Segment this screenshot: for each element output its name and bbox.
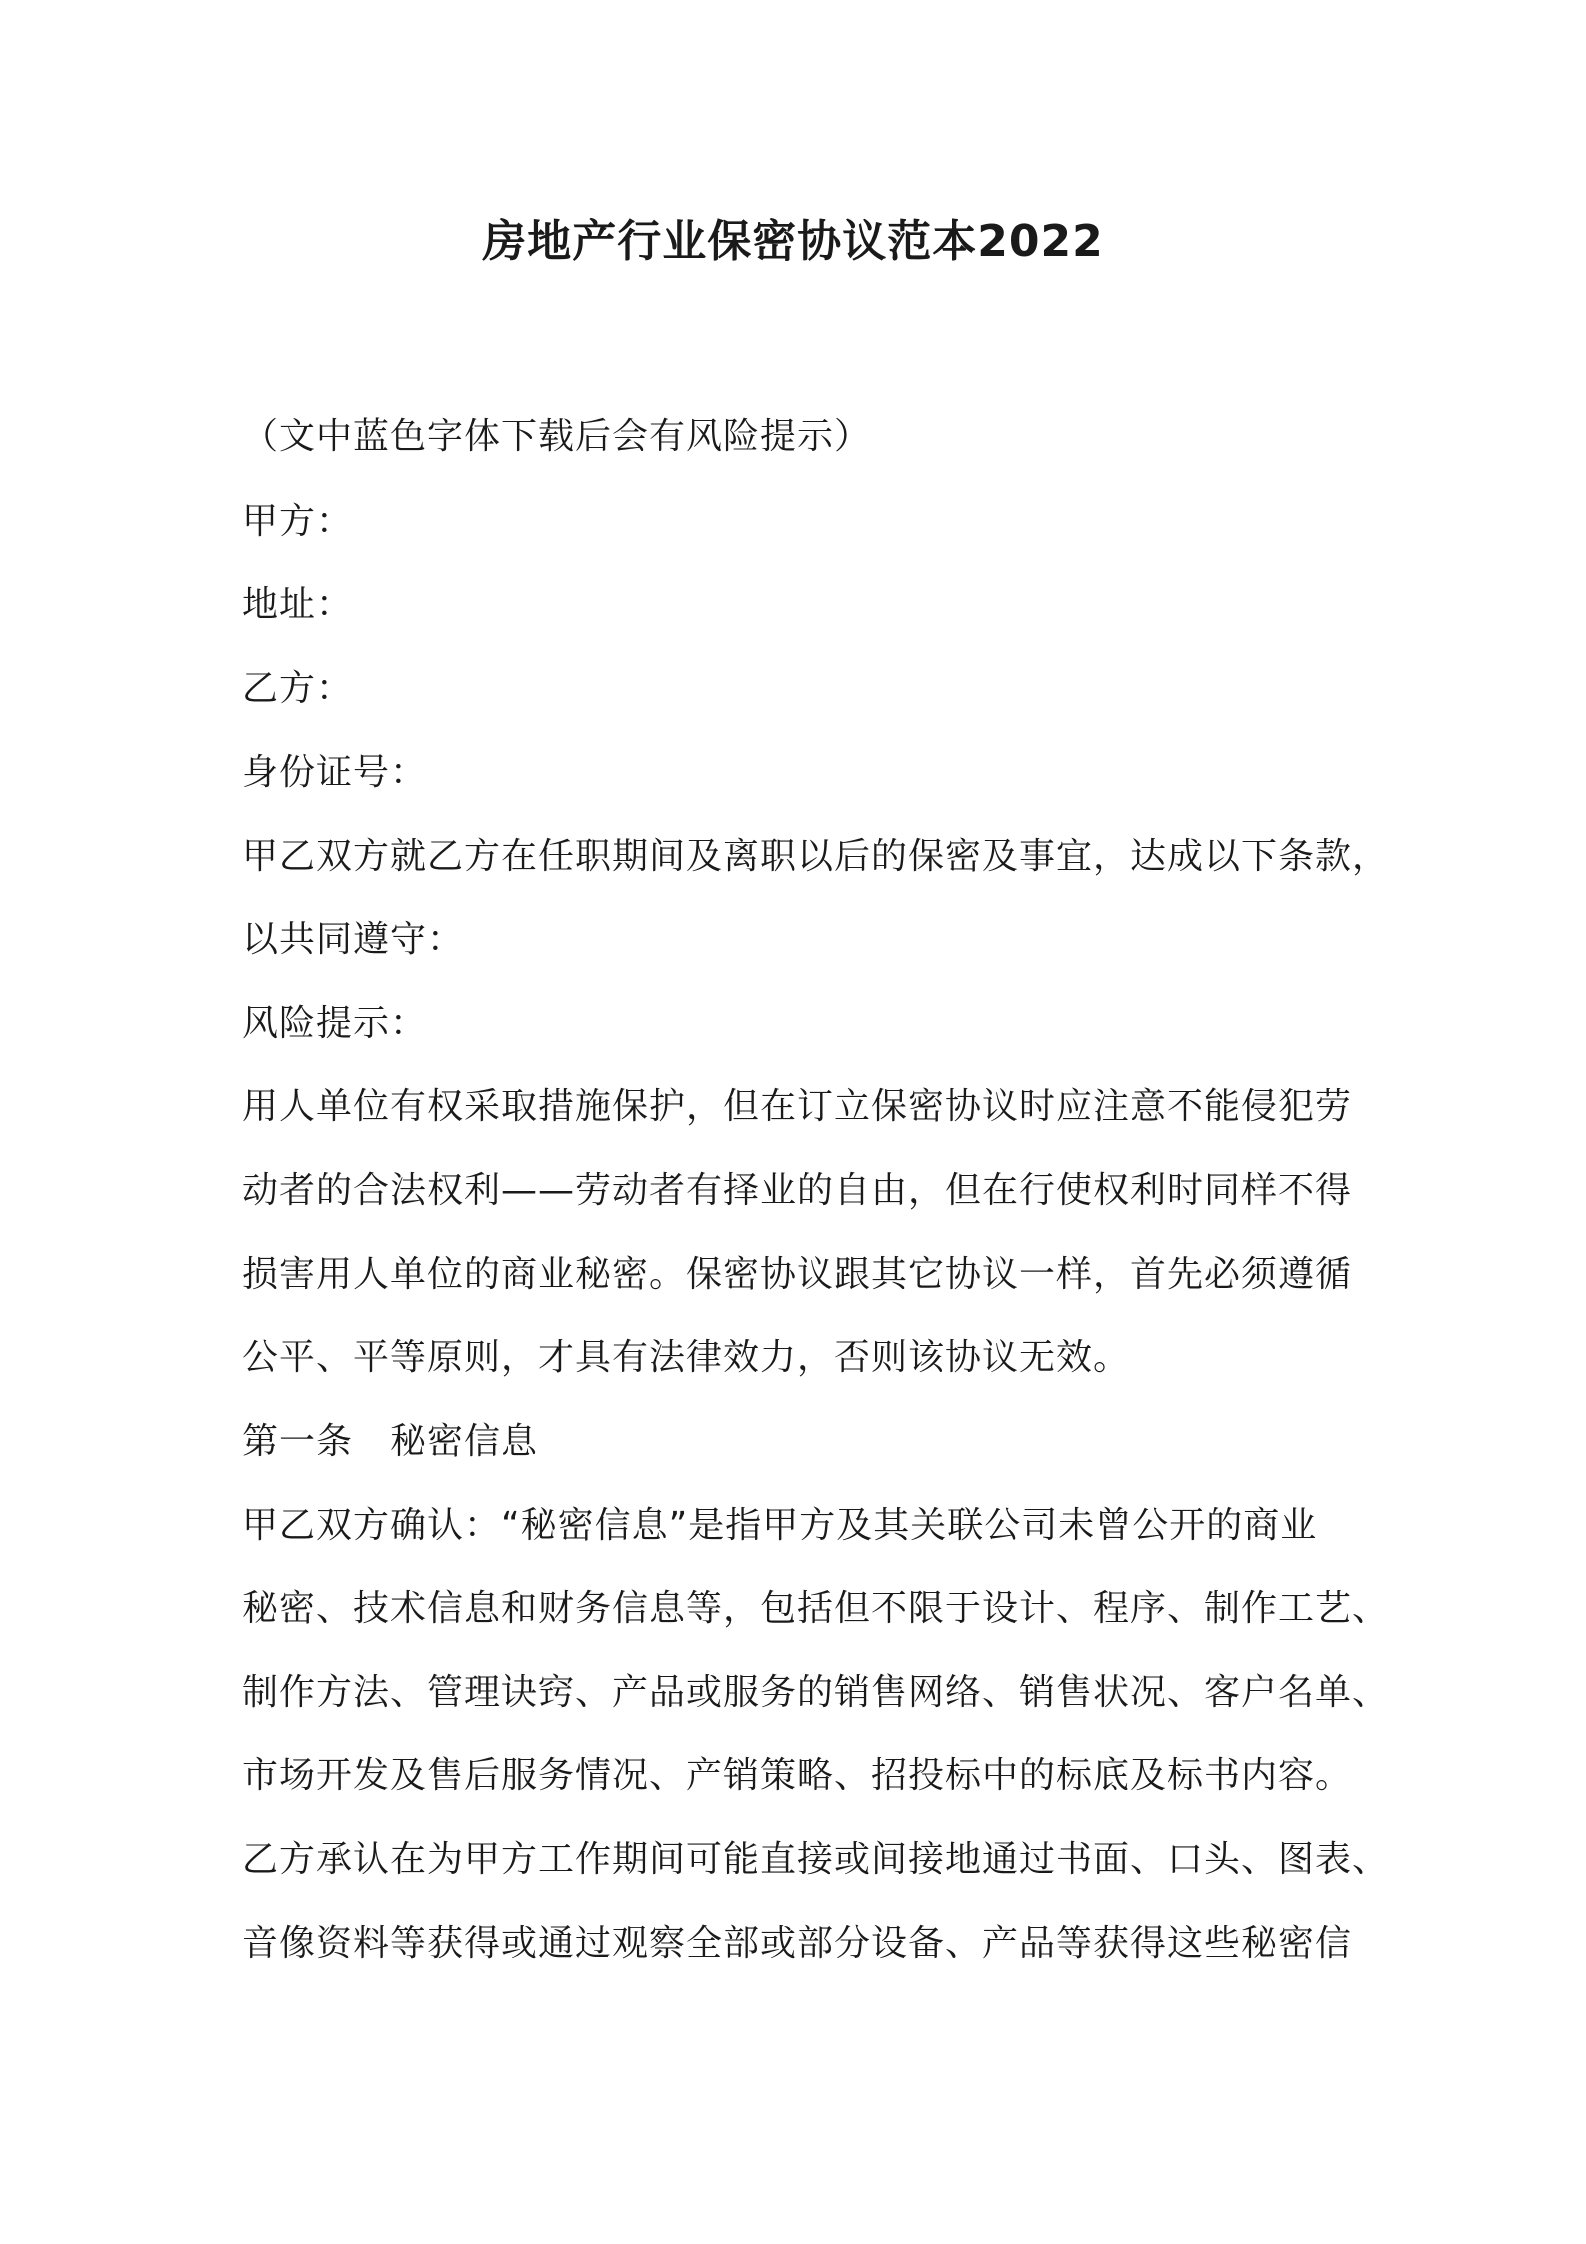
- paragraph-line: 制作方法、管理诀窍、产品或服务的销售网络、销售状况、客户名单、: [242, 1672, 1390, 1713]
- document-title: 房地产行业保密协议范本2022: [482, 216, 1104, 267]
- party-b-label: 乙方：: [242, 668, 354, 709]
- id-number-label: 身份证号：: [242, 752, 428, 793]
- paragraph-line: 损害用人单位的商业秘密。保密协议跟其它协议一样，首先必须遵循: [242, 1254, 1353, 1295]
- paragraph-line: 甲乙双方确认：“秘密信息”是指甲方及其关联公司未曾公开的商业: [242, 1505, 1318, 1546]
- paragraph-line: 动者的合法权利——劳动者有择业的自由，但在行使权利时同样不得: [242, 1170, 1353, 1211]
- paragraph-line: 市场开发及售后服务情况、产销策略、招投标中的标底及标书内容。: [242, 1755, 1353, 1796]
- party-a-label: 甲方：: [242, 501, 354, 542]
- paragraph-line: 公平、平等原则，才具有法律效力，否则该协议无效。: [242, 1337, 1131, 1378]
- address-label: 地址：: [242, 584, 354, 625]
- paragraph-line: 甲乙双方就乙方在任职期间及离职以后的保密及事宜，达成以下条款，: [242, 836, 1390, 877]
- risk-note-line: （文中蓝色字体下载后会有风险提示）: [242, 416, 872, 457]
- article-heading: 第一条 秘密信息: [242, 1421, 539, 1462]
- risk-tip-heading: 风险提示：: [242, 1003, 428, 1044]
- paragraph-line: 秘密、技术信息和财务信息等，包括但不限于设计、程序、制作工艺、: [242, 1588, 1390, 1629]
- paragraph-line: 音像资料等获得或通过观察全部或部分设备、产品等获得这些秘密信: [242, 1923, 1353, 1964]
- paragraph-line: 用人单位有权采取措施保护，但在订立保密协议时应注意不能侵犯劳: [242, 1086, 1353, 1127]
- paragraph-line: 以共同遵守：: [242, 919, 465, 960]
- paragraph-line: 乙方承认在为甲方工作期间可能直接或间接地通过书面、口头、图表、: [242, 1839, 1390, 1880]
